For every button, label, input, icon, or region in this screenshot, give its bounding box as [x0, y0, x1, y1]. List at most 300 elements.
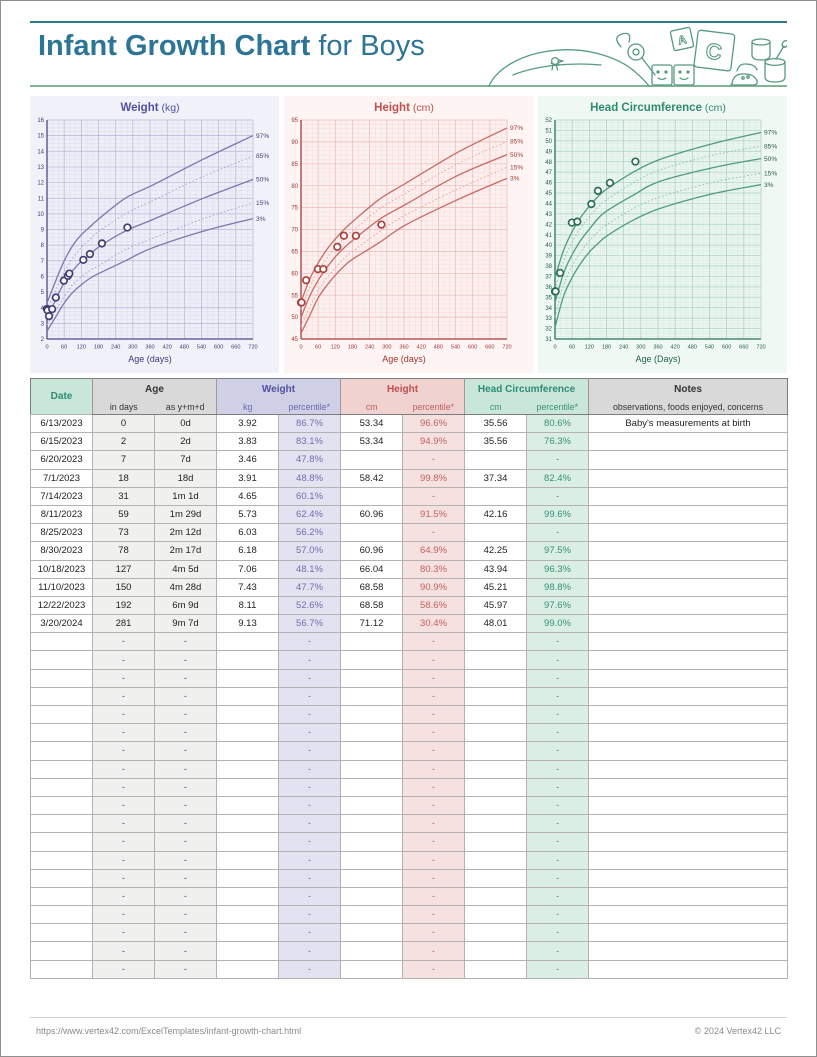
cell-height-percentile[interactable]: - [403, 942, 465, 960]
cell-height-percentile[interactable]: - [403, 724, 465, 742]
cell-height-cm[interactable]: 68.58 [341, 578, 403, 596]
cell-notes[interactable] [589, 887, 788, 905]
cell-age-days[interactable]: 192 [93, 596, 155, 614]
cell-date[interactable] [31, 706, 93, 724]
cell-head-percentile[interactable]: - [527, 651, 589, 669]
cell-head-cm[interactable] [465, 960, 527, 978]
cell-weight-percentile[interactable]: - [279, 833, 341, 851]
cell-height-cm[interactable] [341, 724, 403, 742]
cell-weight-kg[interactable] [217, 906, 279, 924]
cell-weight-percentile[interactable]: 47.7% [279, 578, 341, 596]
cell-age-days[interactable]: - [93, 742, 155, 760]
cell-height-percentile[interactable]: - [403, 815, 465, 833]
cell-height-percentile[interactable]: - [403, 869, 465, 887]
cell-date[interactable]: 8/30/2023 [31, 542, 93, 560]
cell-head-percentile[interactable]: - [527, 487, 589, 505]
cell-height-cm[interactable] [341, 833, 403, 851]
cell-notes[interactable] [589, 615, 788, 633]
cell-age-ymd[interactable]: - [155, 651, 217, 669]
cell-height-percentile[interactable]: - [403, 742, 465, 760]
cell-head-percentile[interactable]: - [527, 687, 589, 705]
cell-age-days[interactable]: - [93, 633, 155, 651]
cell-weight-percentile[interactable]: - [279, 960, 341, 978]
cell-weight-kg[interactable]: 8.11 [217, 596, 279, 614]
cell-age-days[interactable]: - [93, 960, 155, 978]
cell-height-cm[interactable] [341, 451, 403, 469]
cell-height-cm[interactable] [341, 851, 403, 869]
cell-date[interactable]: 3/20/2024 [31, 615, 93, 633]
cell-age-ymd[interactable]: - [155, 724, 217, 742]
cell-notes[interactable] [589, 706, 788, 724]
cell-age-ymd[interactable]: - [155, 960, 217, 978]
cell-head-percentile[interactable]: 80.6% [527, 415, 589, 433]
cell-weight-kg[interactable]: 7.43 [217, 578, 279, 596]
cell-notes[interactable] [589, 924, 788, 942]
cell-head-cm[interactable] [465, 687, 527, 705]
cell-height-percentile[interactable]: - [403, 887, 465, 905]
cell-age-days[interactable]: 2 [93, 433, 155, 451]
cell-head-percentile[interactable]: 99.0% [527, 615, 589, 633]
cell-head-cm[interactable] [465, 869, 527, 887]
cell-weight-percentile[interactable]: 47.8% [279, 451, 341, 469]
cell-height-cm[interactable] [341, 524, 403, 542]
cell-head-cm[interactable] [465, 833, 527, 851]
cell-age-ymd[interactable]: - [155, 742, 217, 760]
cell-weight-kg[interactable] [217, 796, 279, 814]
cell-weight-percentile[interactable]: - [279, 851, 341, 869]
cell-height-percentile[interactable]: 91.5% [403, 505, 465, 523]
cell-height-cm[interactable] [341, 960, 403, 978]
cell-weight-percentile[interactable]: 83.1% [279, 433, 341, 451]
cell-weight-kg[interactable] [217, 924, 279, 942]
cell-weight-kg[interactable]: 9.13 [217, 615, 279, 633]
cell-weight-kg[interactable] [217, 687, 279, 705]
cell-date[interactable] [31, 942, 93, 960]
cell-head-cm[interactable] [465, 724, 527, 742]
cell-height-cm[interactable] [341, 887, 403, 905]
cell-weight-percentile[interactable]: - [279, 633, 341, 651]
cell-head-cm[interactable]: 35.56 [465, 433, 527, 451]
cell-head-cm[interactable] [465, 924, 527, 942]
cell-age-days[interactable]: 73 [93, 524, 155, 542]
cell-date[interactable] [31, 833, 93, 851]
cell-age-days[interactable]: 150 [93, 578, 155, 596]
cell-age-days[interactable]: - [93, 706, 155, 724]
cell-head-cm[interactable] [465, 760, 527, 778]
cell-head-cm[interactable] [465, 742, 527, 760]
cell-height-cm[interactable] [341, 760, 403, 778]
cell-height-cm[interactable] [341, 778, 403, 796]
cell-date[interactable]: 8/25/2023 [31, 524, 93, 542]
cell-age-ymd[interactable]: 1m 29d [155, 505, 217, 523]
cell-age-days[interactable]: - [93, 815, 155, 833]
cell-head-cm[interactable] [465, 906, 527, 924]
cell-head-cm[interactable] [465, 633, 527, 651]
cell-age-days[interactable]: 31 [93, 487, 155, 505]
cell-height-percentile[interactable]: 90.9% [403, 578, 465, 596]
cell-age-ymd[interactable]: - [155, 887, 217, 905]
cell-weight-kg[interactable]: 3.83 [217, 433, 279, 451]
cell-head-percentile[interactable]: 97.6% [527, 596, 589, 614]
cell-age-days[interactable]: 59 [93, 505, 155, 523]
cell-height-percentile[interactable]: - [403, 669, 465, 687]
cell-age-ymd[interactable]: 4m 28d [155, 578, 217, 596]
cell-height-percentile[interactable]: - [403, 906, 465, 924]
cell-height-cm[interactable]: 68.58 [341, 596, 403, 614]
cell-height-cm[interactable] [341, 669, 403, 687]
cell-date[interactable] [31, 869, 93, 887]
cell-height-cm[interactable] [341, 651, 403, 669]
cell-date[interactable]: 6/20/2023 [31, 451, 93, 469]
cell-date[interactable]: 6/15/2023 [31, 433, 93, 451]
cell-notes[interactable] [589, 651, 788, 669]
cell-age-days[interactable]: 281 [93, 615, 155, 633]
cell-height-percentile[interactable]: 58.6% [403, 596, 465, 614]
cell-age-days[interactable]: - [93, 869, 155, 887]
cell-age-ymd[interactable]: - [155, 760, 217, 778]
cell-weight-kg[interactable] [217, 815, 279, 833]
cell-age-ymd[interactable]: - [155, 706, 217, 724]
cell-notes[interactable] [589, 742, 788, 760]
cell-weight-kg[interactable]: 5.73 [217, 505, 279, 523]
cell-weight-kg[interactable]: 7.06 [217, 560, 279, 578]
cell-age-days[interactable]: - [93, 942, 155, 960]
cell-head-cm[interactable]: 43.94 [465, 560, 527, 578]
cell-weight-percentile[interactable]: - [279, 887, 341, 905]
cell-weight-percentile[interactable]: - [279, 778, 341, 796]
cell-head-cm[interactable]: 35.56 [465, 415, 527, 433]
cell-head-percentile[interactable]: 76.3% [527, 433, 589, 451]
cell-age-days[interactable]: - [93, 724, 155, 742]
cell-weight-percentile[interactable]: 52.6% [279, 596, 341, 614]
cell-notes[interactable] [589, 578, 788, 596]
cell-age-ymd[interactable]: 2d [155, 433, 217, 451]
cell-notes[interactable]: Baby's measurements at birth [589, 415, 788, 433]
cell-age-ymd[interactable]: 2m 12d [155, 524, 217, 542]
cell-height-cm[interactable] [341, 487, 403, 505]
cell-date[interactable]: 8/11/2023 [31, 505, 93, 523]
cell-height-percentile[interactable]: - [403, 796, 465, 814]
cell-notes[interactable] [589, 796, 788, 814]
cell-height-percentile[interactable]: - [403, 924, 465, 942]
cell-notes[interactable] [589, 560, 788, 578]
cell-head-percentile[interactable]: - [527, 633, 589, 651]
cell-weight-kg[interactable]: 3.46 [217, 451, 279, 469]
cell-age-days[interactable]: - [93, 669, 155, 687]
cell-age-ymd[interactable]: - [155, 924, 217, 942]
cell-height-percentile[interactable]: - [403, 651, 465, 669]
cell-weight-percentile[interactable]: - [279, 924, 341, 942]
cell-age-ymd[interactable]: - [155, 815, 217, 833]
cell-age-days[interactable]: - [93, 924, 155, 942]
cell-head-percentile[interactable]: - [527, 942, 589, 960]
cell-weight-percentile[interactable]: 86.7% [279, 415, 341, 433]
cell-height-cm[interactable]: 60.96 [341, 505, 403, 523]
cell-age-ymd[interactable]: 7d [155, 451, 217, 469]
cell-height-percentile[interactable]: 99.8% [403, 469, 465, 487]
cell-age-days[interactable]: 127 [93, 560, 155, 578]
cell-head-percentile[interactable]: 96.3% [527, 560, 589, 578]
cell-head-cm[interactable]: 42.16 [465, 505, 527, 523]
cell-head-cm[interactable]: 45.97 [465, 596, 527, 614]
cell-weight-percentile[interactable]: - [279, 815, 341, 833]
cell-height-cm[interactable] [341, 706, 403, 724]
cell-height-percentile[interactable]: - [403, 633, 465, 651]
cell-head-percentile[interactable]: - [527, 906, 589, 924]
cell-age-ymd[interactable]: - [155, 796, 217, 814]
cell-age-ymd[interactable]: 6m 9d [155, 596, 217, 614]
cell-age-days[interactable]: - [93, 796, 155, 814]
cell-head-percentile[interactable]: 82.4% [527, 469, 589, 487]
cell-head-percentile[interactable]: 98.8% [527, 578, 589, 596]
cell-age-days[interactable]: 0 [93, 415, 155, 433]
cell-weight-percentile[interactable]: 57.0% [279, 542, 341, 560]
cell-height-cm[interactable] [341, 815, 403, 833]
cell-age-ymd[interactable]: - [155, 869, 217, 887]
cell-weight-percentile[interactable]: - [279, 687, 341, 705]
cell-head-cm[interactable] [465, 815, 527, 833]
cell-height-percentile[interactable]: - [403, 960, 465, 978]
cell-age-days[interactable]: - [93, 851, 155, 869]
cell-head-cm[interactable] [465, 796, 527, 814]
cell-height-cm[interactable] [341, 869, 403, 887]
cell-date[interactable] [31, 796, 93, 814]
cell-head-percentile[interactable]: - [527, 706, 589, 724]
cell-date[interactable] [31, 669, 93, 687]
cell-head-percentile[interactable]: - [527, 960, 589, 978]
cell-age-days[interactable]: - [93, 833, 155, 851]
cell-notes[interactable] [589, 851, 788, 869]
cell-age-ymd[interactable]: - [155, 778, 217, 796]
cell-weight-percentile[interactable]: - [279, 706, 341, 724]
cell-weight-kg[interactable] [217, 724, 279, 742]
cell-date[interactable] [31, 651, 93, 669]
cell-height-percentile[interactable]: - [403, 760, 465, 778]
cell-height-percentile[interactable]: - [403, 524, 465, 542]
cell-notes[interactable] [589, 869, 788, 887]
cell-head-cm[interactable] [465, 942, 527, 960]
cell-height-percentile[interactable]: 94.9% [403, 433, 465, 451]
cell-weight-kg[interactable]: 6.03 [217, 524, 279, 542]
cell-notes[interactable] [589, 524, 788, 542]
cell-notes[interactable] [589, 960, 788, 978]
cell-date[interactable] [31, 687, 93, 705]
cell-height-cm[interactable] [341, 633, 403, 651]
cell-weight-percentile[interactable]: - [279, 742, 341, 760]
cell-head-percentile[interactable]: 97.5% [527, 542, 589, 560]
cell-head-percentile[interactable]: - [527, 451, 589, 469]
cell-head-percentile[interactable]: - [527, 742, 589, 760]
cell-notes[interactable] [589, 469, 788, 487]
cell-head-cm[interactable] [465, 487, 527, 505]
cell-age-ymd[interactable]: 1m 1d [155, 487, 217, 505]
cell-weight-kg[interactable] [217, 851, 279, 869]
cell-notes[interactable] [589, 505, 788, 523]
template-url-link[interactable]: https://www.vertex42.com/ExcelTemplates/infant-growth-chart.html [36, 1026, 302, 1036]
cell-age-ymd[interactable]: 18d [155, 469, 217, 487]
cell-head-percentile[interactable]: - [527, 796, 589, 814]
cell-date[interactable] [31, 815, 93, 833]
cell-head-cm[interactable] [465, 669, 527, 687]
cell-notes[interactable] [589, 760, 788, 778]
cell-weight-kg[interactable] [217, 669, 279, 687]
cell-notes[interactable] [589, 815, 788, 833]
cell-age-days[interactable]: - [93, 687, 155, 705]
cell-date[interactable]: 12/22/2023 [31, 596, 93, 614]
cell-notes[interactable] [589, 633, 788, 651]
cell-head-percentile[interactable]: - [527, 778, 589, 796]
cell-notes[interactable] [589, 542, 788, 560]
cell-notes[interactable] [589, 451, 788, 469]
cell-height-percentile[interactable]: 80.3% [403, 560, 465, 578]
cell-age-days[interactable]: - [93, 651, 155, 669]
cell-age-ymd[interactable]: - [155, 833, 217, 851]
cell-weight-kg[interactable] [217, 887, 279, 905]
cell-age-ymd[interactable]: 0d [155, 415, 217, 433]
cell-notes[interactable] [589, 906, 788, 924]
cell-weight-kg[interactable]: 6.18 [217, 542, 279, 560]
cell-age-ymd[interactable]: - [155, 851, 217, 869]
cell-height-percentile[interactable]: 30.4% [403, 615, 465, 633]
cell-weight-kg[interactable]: 3.92 [217, 415, 279, 433]
cell-head-percentile[interactable]: - [527, 815, 589, 833]
cell-height-cm[interactable] [341, 687, 403, 705]
cell-date[interactable] [31, 906, 93, 924]
cell-height-cm[interactable] [341, 924, 403, 942]
cell-weight-percentile[interactable]: 62.4% [279, 505, 341, 523]
cell-height-cm[interactable]: 66.04 [341, 560, 403, 578]
cell-head-cm[interactable]: 48.01 [465, 615, 527, 633]
cell-date[interactable]: 6/13/2023 [31, 415, 93, 433]
cell-height-percentile[interactable]: - [403, 706, 465, 724]
cell-date[interactable]: 10/18/2023 [31, 560, 93, 578]
cell-weight-kg[interactable] [217, 633, 279, 651]
cell-notes[interactable] [589, 724, 788, 742]
cell-head-percentile[interactable]: - [527, 851, 589, 869]
cell-notes[interactable] [589, 669, 788, 687]
cell-weight-percentile[interactable]: - [279, 724, 341, 742]
cell-weight-percentile[interactable]: - [279, 869, 341, 887]
cell-height-percentile[interactable]: - [403, 778, 465, 796]
cell-head-percentile[interactable]: - [527, 833, 589, 851]
cell-height-percentile[interactable]: - [403, 687, 465, 705]
cell-head-cm[interactable]: 45.21 [465, 578, 527, 596]
cell-age-days[interactable]: - [93, 778, 155, 796]
cell-head-cm[interactable] [465, 706, 527, 724]
cell-head-percentile[interactable]: - [527, 524, 589, 542]
cell-height-percentile[interactable]: 96.6% [403, 415, 465, 433]
cell-head-percentile[interactable]: - [527, 887, 589, 905]
cell-head-cm[interactable] [465, 451, 527, 469]
cell-date[interactable] [31, 724, 93, 742]
cell-weight-percentile[interactable]: - [279, 942, 341, 960]
cell-age-ymd[interactable]: 2m 17d [155, 542, 217, 560]
cell-weight-percentile[interactable]: 56.7% [279, 615, 341, 633]
cell-head-cm[interactable] [465, 651, 527, 669]
cell-head-cm[interactable] [465, 778, 527, 796]
cell-weight-kg[interactable] [217, 742, 279, 760]
cell-height-percentile[interactable]: - [403, 487, 465, 505]
cell-weight-percentile[interactable]: 56.2% [279, 524, 341, 542]
cell-age-ymd[interactable]: - [155, 942, 217, 960]
cell-weight-percentile[interactable]: 48.8% [279, 469, 341, 487]
cell-age-ymd[interactable]: 4m 5d [155, 560, 217, 578]
cell-head-cm[interactable] [465, 524, 527, 542]
cell-age-ymd[interactable]: - [155, 906, 217, 924]
cell-height-cm[interactable]: 60.96 [341, 542, 403, 560]
cell-head-percentile[interactable]: - [527, 869, 589, 887]
cell-notes[interactable] [589, 687, 788, 705]
cell-weight-percentile[interactable]: - [279, 669, 341, 687]
cell-date[interactable] [31, 760, 93, 778]
cell-height-cm[interactable] [341, 742, 403, 760]
cell-notes[interactable] [589, 833, 788, 851]
cell-age-days[interactable]: - [93, 906, 155, 924]
cell-height-percentile[interactable]: - [403, 851, 465, 869]
cell-weight-kg[interactable] [217, 760, 279, 778]
cell-height-cm[interactable] [341, 796, 403, 814]
cell-date[interactable] [31, 742, 93, 760]
cell-age-ymd[interactable]: 9m 7d [155, 615, 217, 633]
cell-height-cm[interactable]: 71.12 [341, 615, 403, 633]
cell-date[interactable] [31, 887, 93, 905]
cell-head-percentile[interactable]: - [527, 724, 589, 742]
cell-head-cm[interactable]: 42.25 [465, 542, 527, 560]
cell-age-ymd[interactable]: - [155, 687, 217, 705]
cell-height-cm[interactable] [341, 942, 403, 960]
cell-weight-kg[interactable]: 4.65 [217, 487, 279, 505]
cell-height-cm[interactable] [341, 906, 403, 924]
cell-head-percentile[interactable]: 99.6% [527, 505, 589, 523]
cell-notes[interactable] [589, 778, 788, 796]
cell-weight-kg[interactable] [217, 942, 279, 960]
cell-weight-percentile[interactable]: - [279, 651, 341, 669]
cell-weight-kg[interactable]: 3.91 [217, 469, 279, 487]
cell-weight-kg[interactable] [217, 706, 279, 724]
cell-height-percentile[interactable]: - [403, 833, 465, 851]
cell-head-percentile[interactable]: - [527, 669, 589, 687]
cell-age-days[interactable]: 78 [93, 542, 155, 560]
cell-date[interactable] [31, 778, 93, 796]
cell-age-ymd[interactable]: - [155, 633, 217, 651]
cell-height-percentile[interactable]: 64.9% [403, 542, 465, 560]
cell-head-cm[interactable]: 37.34 [465, 469, 527, 487]
cell-weight-kg[interactable] [217, 960, 279, 978]
cell-weight-percentile[interactable]: - [279, 796, 341, 814]
cell-notes[interactable] [589, 942, 788, 960]
cell-age-days[interactable]: - [93, 887, 155, 905]
cell-age-days[interactable]: - [93, 760, 155, 778]
cell-age-days[interactable]: 18 [93, 469, 155, 487]
cell-weight-kg[interactable] [217, 651, 279, 669]
cell-height-percentile[interactable]: - [403, 451, 465, 469]
cell-date[interactable] [31, 851, 93, 869]
cell-head-cm[interactable] [465, 887, 527, 905]
cell-head-cm[interactable] [465, 851, 527, 869]
cell-date[interactable] [31, 960, 93, 978]
cell-head-percentile[interactable]: - [527, 760, 589, 778]
cell-notes[interactable] [589, 596, 788, 614]
cell-date[interactable]: 7/1/2023 [31, 469, 93, 487]
cell-weight-percentile[interactable]: 48.1% [279, 560, 341, 578]
cell-weight-percentile[interactable]: 60.1% [279, 487, 341, 505]
cell-height-cm[interactable]: 53.34 [341, 415, 403, 433]
cell-height-cm[interactable]: 58.42 [341, 469, 403, 487]
cell-date[interactable] [31, 924, 93, 942]
cell-height-cm[interactable]: 53.34 [341, 433, 403, 451]
cell-date[interactable]: 7/14/2023 [31, 487, 93, 505]
cell-age-days[interactable]: 7 [93, 451, 155, 469]
